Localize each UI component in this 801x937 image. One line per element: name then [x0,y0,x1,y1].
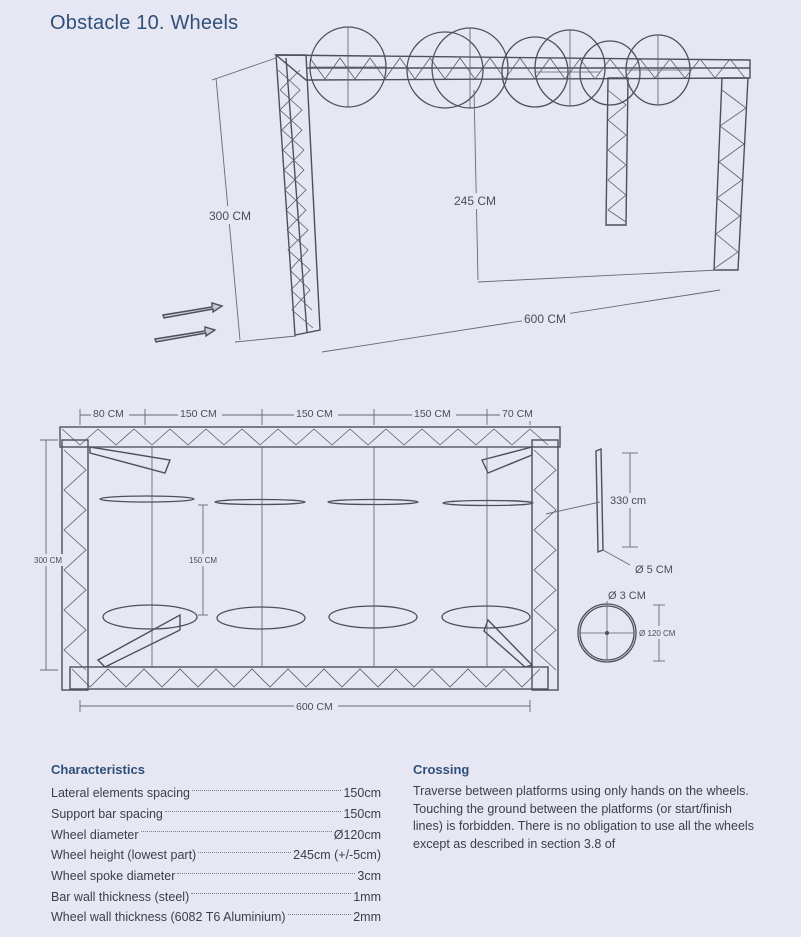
dim-spacing-1: 150 CM [180,408,217,420]
leader-dots [191,893,351,894]
dim-spacing-2: 150 CM [296,408,333,420]
wheel-diameter-label: Ø 120 CM [639,629,676,638]
top-beam [276,55,750,80]
spec-value: 3cm [357,869,381,884]
spec-value: Ø120cm [333,827,381,842]
left-tower [276,55,320,335]
perspective-diagram [0,0,801,370]
spec-label: Wheel diameter [51,827,139,842]
lower-wheels [103,605,530,629]
upper-wheels [100,496,533,506]
spec-label: Wheel wall thickness (6082 T6 Aluminium) [51,910,286,925]
spec-row [51,804,381,825]
dim-length-label: 600 CM [524,312,567,326]
entry-arrows [155,303,222,342]
front-frame [60,427,560,690]
wheel-spoke-label: Ø 3 CM [608,590,646,602]
characteristics-heading: Characteristics [51,762,145,777]
right-tower-back [606,78,628,225]
spec-label: Lateral elements spacing [51,786,190,801]
support-bars [88,447,532,667]
spec-label: Support bar spacing [51,807,163,822]
dim-wheel-gap: 150 CM [189,556,218,565]
crossing-heading: Crossing [413,762,470,777]
dim-spacing-3: 150 CM [414,408,451,420]
spec-row [51,783,381,804]
page-title: Obstacle 10. Wheels [50,12,239,34]
spec-label: Wheel height (lowest part) [51,848,197,863]
spec-row [51,907,381,928]
right-tower-front [714,78,748,270]
leader-dots [165,811,342,812]
spec-label: Wheel spoke diameter [51,869,176,884]
spec-value: 2mm [353,910,381,925]
crossing-text: Traverse between platforms using only hands on the wheels. Touching the ground between the platforms (or start/finish lines) is forbidden. There is no obligation to use all the wheels except as described in section 3.8 of [413,784,754,851]
spec-value: 150cm [343,786,381,801]
dim-front-height: 300 CM [34,556,63,565]
bar-diameter-label: Ø 5 CM [635,564,673,576]
leader-dots [177,873,355,874]
leader-dots [288,914,352,915]
dim-front-length: 600 CM [296,701,333,713]
dim-offset-left: 80 CM [93,408,124,420]
spec-row [51,886,381,907]
characteristics-list [51,783,381,928]
spec-value: 245cm (+/-5cm) [293,848,381,863]
leader-dots [198,852,291,853]
dim-wheel-height-label: 245 CM [454,194,497,208]
spec-row [51,824,381,845]
leader-dots [192,790,341,791]
spec-row [51,845,381,866]
wheel-detail [578,590,682,662]
spec-label: Bar wall thickness (steel) [51,889,190,904]
spec-row [51,866,381,887]
front-diagram [0,395,801,775]
dim-offset-right: 70 CM [502,408,533,420]
spec-value: 1mm [353,889,381,904]
spec-value: 150cm [343,807,381,822]
bar-length-label: 330 cm [610,495,647,507]
leader-dots [141,831,332,832]
dim-height-label: 300 CM [209,209,252,223]
bar-detail [546,449,673,576]
